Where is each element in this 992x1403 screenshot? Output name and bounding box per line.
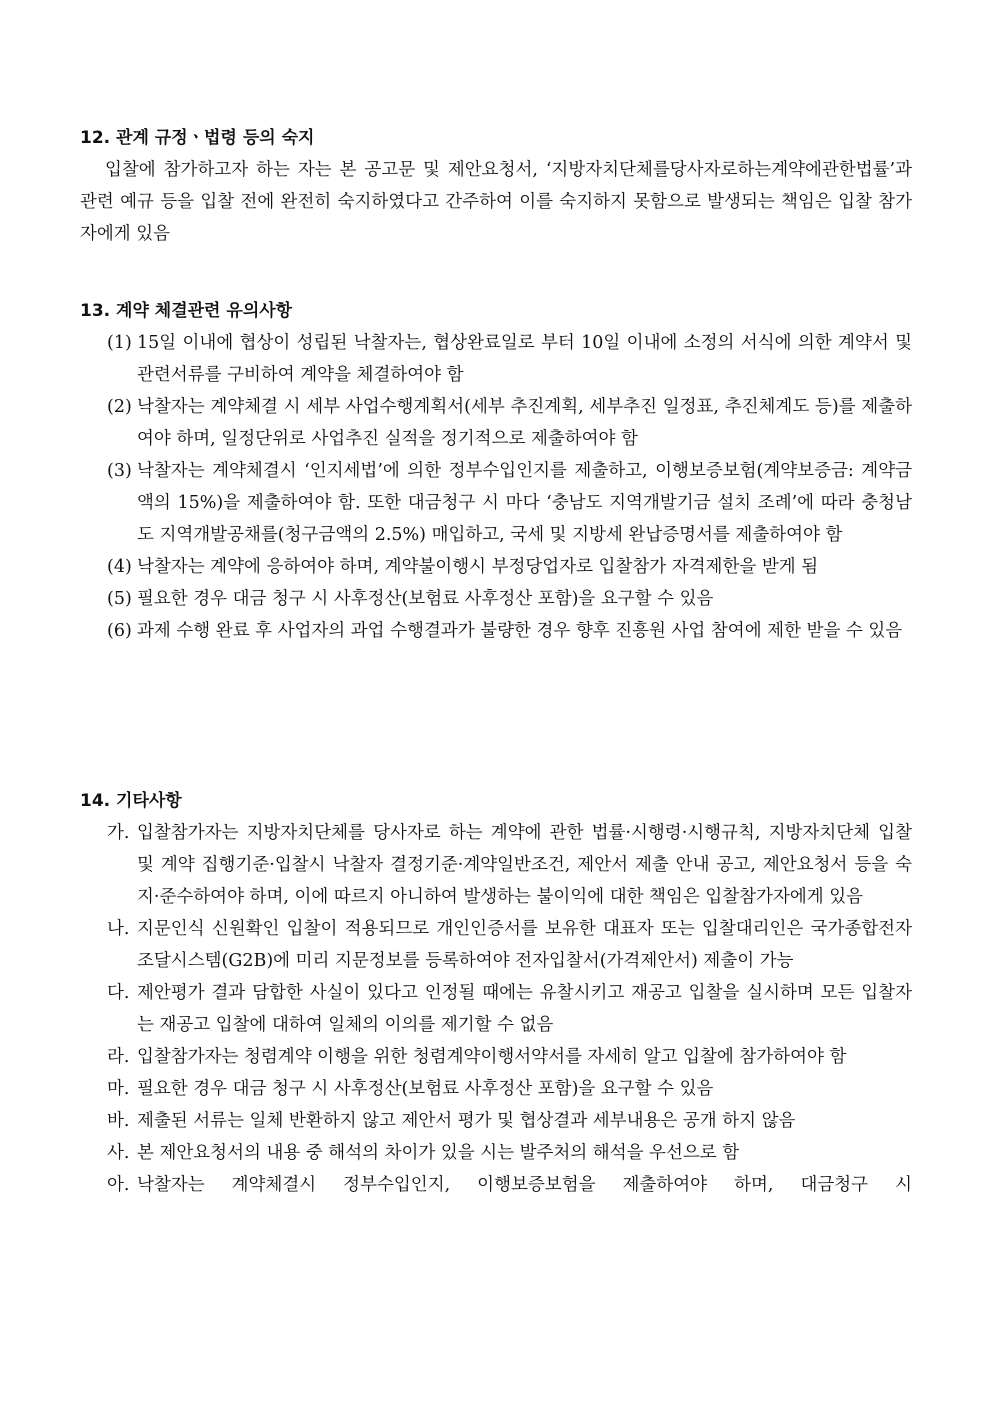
list-marker: 라. bbox=[107, 1047, 130, 1067]
list-marker: (1) bbox=[107, 333, 132, 353]
list-item bbox=[80, 977, 912, 1041]
list-marker: (4) bbox=[107, 557, 132, 577]
list-item-text: 낙찰자는 계약체결시 ‘인지세법’에 의한 정부수입인지를 제출하고, 이행보증보험(계약보증금: 계약금액의 15%)을 제출하여야 함. 또한 대금청구 시 마다 ‘충남도 지역개발기금 설치 조례’에 따라 충청남도 지역개발공채를(청구금액의 2.5%) 매입하고, 국세 및 지방세 완납증명서를 제출하여야 함 bbox=[137, 461, 912, 545]
list-item bbox=[80, 583, 912, 615]
list-marker: 나. bbox=[107, 919, 130, 939]
list-item bbox=[80, 1041, 912, 1073]
list-item-text: 필요한 경우 대금 청구 시 사후정산(보험료 사후정산 포함)을 요구할 수 있음 bbox=[137, 589, 714, 609]
list-item-text: 제출된 서류는 일체 반환하지 않고 제안서 평가 및 협상결과 세부내용은 공개 하지 않음 bbox=[137, 1111, 796, 1131]
list-item bbox=[80, 817, 912, 913]
section-heading: 13. 계약 체결관련 유의사항 bbox=[80, 301, 293, 321]
list-marker: (3) bbox=[107, 461, 132, 481]
section-12 bbox=[80, 122, 912, 250]
list-item bbox=[80, 1137, 912, 1169]
list-item bbox=[80, 615, 912, 647]
section-heading: 14. 기타사항 bbox=[80, 791, 182, 811]
list-item-text: 낙찰자는 계약에 응하여야 하며, 계약불이행시 부정당업자로 입찰참가 자격제한을 받게 됨 bbox=[137, 557, 819, 577]
list-item bbox=[80, 551, 912, 583]
list-marker: (5) bbox=[107, 589, 132, 609]
list-item-text: 입찰참가자는 지방자치단체를 당사자로 하는 계약에 관한 법률·시행령·시행규칙, 지방자치단체 입찰 및 계약 집행기준·입찰시 낙찰자 결정기준·계약일반조건, 제안서 제출 안내 공고, 제안요청서 등을 숙지·준수하여야 하며, 이에 따르지 아니하여 발생하는 불이익에 대한 책임은 입찰참가자에게 있음 bbox=[137, 823, 912, 907]
list-item bbox=[80, 455, 912, 551]
list-item-text: 낙찰자는 계약체결시 정부수입인지, 이행보증보험을 제출하여야 하며, 대금청구 시 bbox=[137, 1175, 912, 1195]
list-item-text: 필요한 경우 대금 청구 시 사후정산(보험료 사후정산 포함)을 요구할 수 있음 bbox=[137, 1079, 714, 1099]
list-marker: 바. bbox=[107, 1111, 130, 1131]
list-item-text: 입찰참가자는 청렴계약 이행을 위한 청렴계약이행서약서를 자세히 알고 입찰에 참가하여야 함 bbox=[137, 1047, 847, 1067]
list-marker: (2) bbox=[107, 397, 132, 417]
list-marker: 다. bbox=[107, 983, 130, 1003]
list-marker: 마. bbox=[107, 1079, 130, 1099]
list-item bbox=[80, 391, 912, 455]
section-paragraph: 입찰에 참가하고자 하는 자는 본 공고문 및 제안요청서, ‘지방자치단체를당사자로하는계약에관한법률’과 관련 예규 등을 입찰 전에 완전히 숙지하였다고 간주하여 이를 숙지하지 못함으로 발생되는 책임은 입찰 참가자에게 있음 bbox=[80, 160, 912, 244]
list-item-text: 15일 이내에 협상이 성립된 낙찰자는, 협상완료일로 부터 10일 이내에 소정의 서식에 의한 계약서 및 관련서류를 구비하여 계약을 체결하여야 함 bbox=[137, 333, 912, 385]
list-marker: (6) bbox=[107, 621, 132, 641]
list-marker: 아. bbox=[107, 1175, 130, 1195]
list-item-text: 제안평가 결과 담합한 사실이 있다고 인정될 때에는 유찰시키고 재공고 입찰을 실시하며 모든 입찰자는 재공고 입찰에 대하여 일체의 이의를 제기할 수 없음 bbox=[137, 983, 912, 1035]
section-14 bbox=[80, 785, 912, 1201]
list-item bbox=[80, 1105, 912, 1137]
section-heading: 12. 관계 규정ㆍ법령 등의 숙지 bbox=[80, 128, 315, 148]
section-13 bbox=[80, 295, 912, 647]
list-item bbox=[80, 913, 912, 977]
list-marker: 사. bbox=[107, 1143, 130, 1163]
list-item-text: 과제 수행 완료 후 사업자의 과업 수행결과가 불량한 경우 향후 진흥원 사업 참여에 제한 받을 수 있음 bbox=[137, 621, 903, 641]
list-marker: 가. bbox=[107, 823, 130, 843]
list-item-text: 지문인식 신원확인 입찰이 적용되므로 개인인증서를 보유한 대표자 또는 입찰대리인은 국가종합전자조달시스템(G2B)에 미리 지문정보를 등록하여야 전자입찰서(가격제안서) 제출이 가능 bbox=[137, 919, 912, 971]
list-item-text: 본 제안요청서의 내용 중 해석의 차이가 있을 시는 발주처의 해석을 우선으로 함 bbox=[137, 1143, 740, 1163]
list-item bbox=[80, 327, 912, 391]
list-item-text: 낙찰자는 계약체결 시 세부 사업수행계획서(세부 추진계획, 세부추진 일정표, 추진체계도 등)를 제출하여야 하며, 일정단위로 사업추진 실적을 정기적으로 제출하여야 함 bbox=[137, 397, 912, 449]
list-item bbox=[80, 1169, 912, 1201]
list-item bbox=[80, 1073, 912, 1105]
